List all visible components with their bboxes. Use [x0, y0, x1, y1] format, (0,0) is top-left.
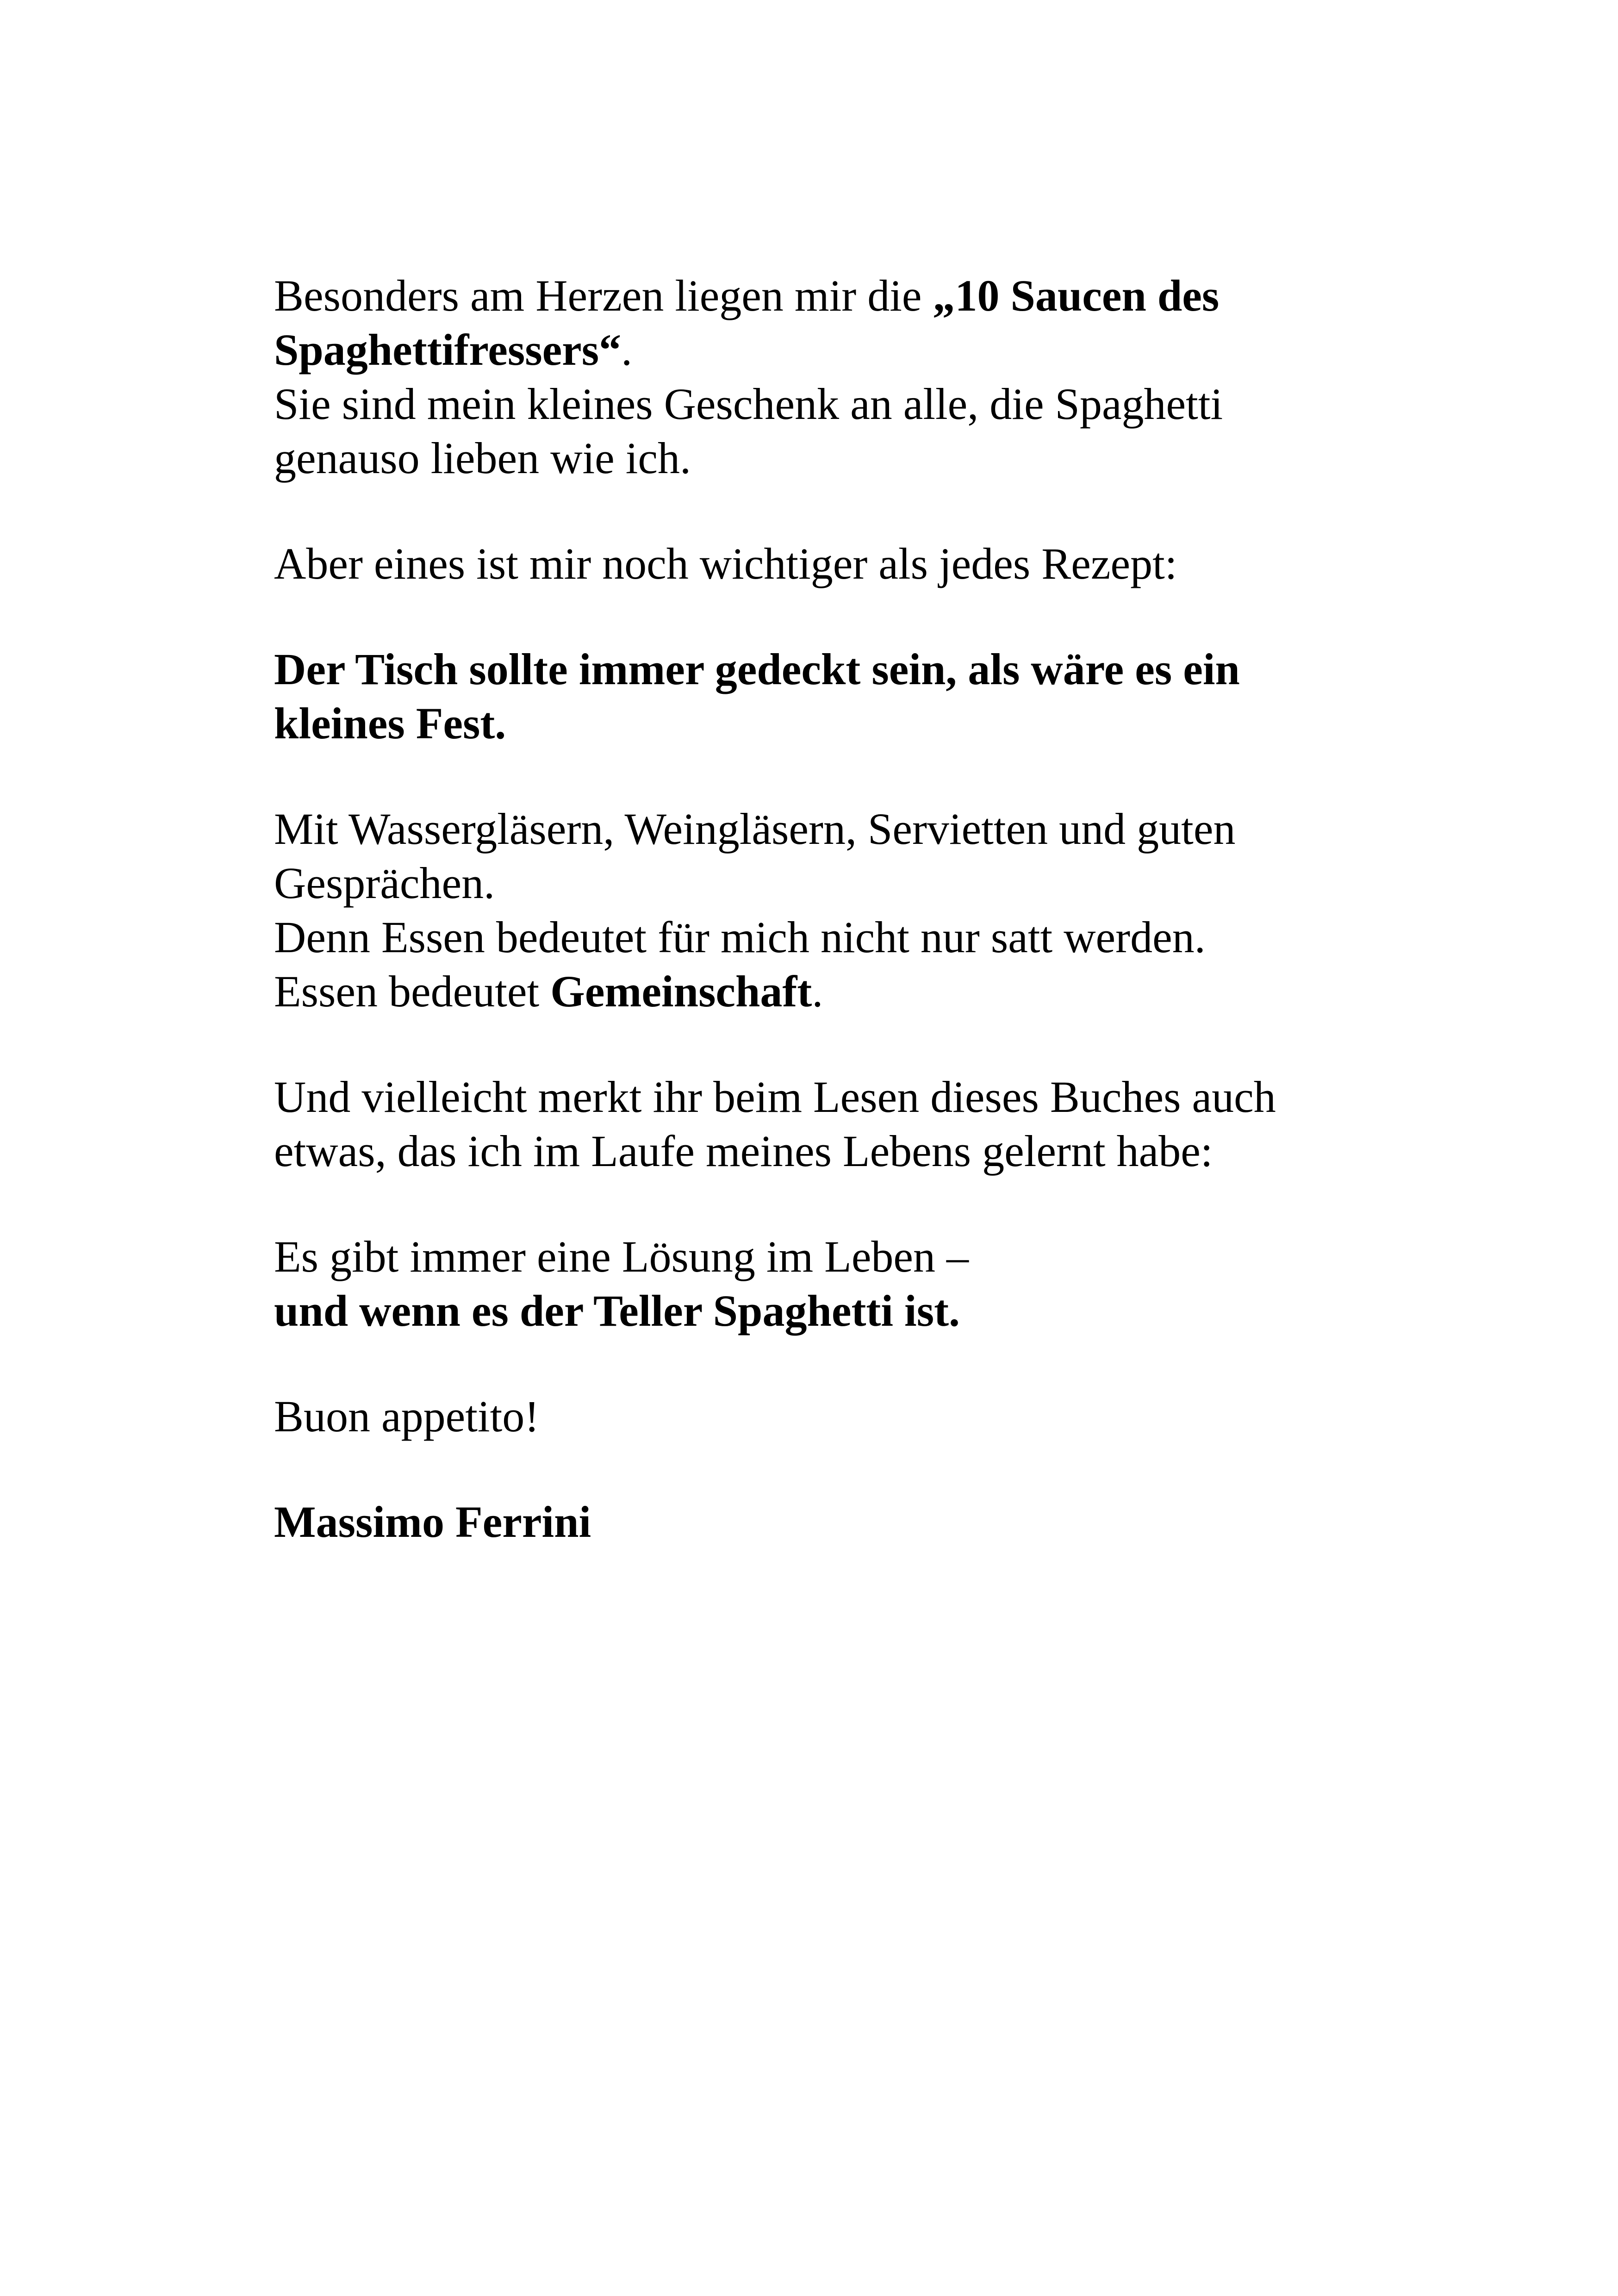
- paragraph-community: [274, 802, 1362, 1018]
- text-line: Aber eines ist mir noch wichtiger als jedes Rezept:: [274, 539, 1177, 588]
- bold-span: kleines Fest.: [274, 699, 506, 748]
- text-line: Sie sind mein kleines Geschenk an alle, die Spaghetti: [274, 379, 1223, 429]
- text-line: Denn Essen bedeutet für mich nicht nur satt werden.: [274, 912, 1206, 962]
- text-line: Gesprächen.: [274, 858, 495, 908]
- paragraph-gap: [274, 485, 1362, 537]
- paragraph-gap: [274, 1178, 1362, 1229]
- paragraph-closing: [274, 1389, 1362, 1443]
- paragraph-gap: [274, 1338, 1362, 1389]
- paragraph-table-statement: [274, 642, 1362, 750]
- text-line: Buon appetito!: [274, 1391, 540, 1441]
- text-line: [274, 964, 1362, 1018]
- bold-span: Der Tisch sollte immer gedeckt sein, als wäre es ein: [274, 644, 1240, 694]
- text-span: .: [621, 325, 633, 374]
- paragraph-gap: [274, 1443, 1362, 1495]
- text-line: Mit Wassergläsern, Weingläsern, Servietten und guten: [274, 804, 1236, 854]
- body-text: [274, 268, 1362, 1549]
- text-line: [274, 323, 1362, 377]
- text-line: genauso lieben wie ich.: [274, 433, 691, 483]
- paragraph-solution: [274, 1229, 1362, 1338]
- text-line: [274, 1284, 1362, 1338]
- text-span: Besonders am Herzen liegen mir die: [274, 271, 933, 320]
- text-line: [274, 696, 1362, 750]
- bold-span: „10 Saucen des: [933, 271, 1220, 320]
- paragraph-gap: [274, 591, 1362, 642]
- signature: [274, 1495, 1362, 1549]
- text-span: Essen bedeutet: [274, 967, 551, 1016]
- text-line: [274, 642, 1362, 696]
- paragraph-lesson: [274, 1070, 1362, 1178]
- paragraph-gap: [274, 750, 1362, 802]
- signature-block: [274, 1495, 1362, 1549]
- bold-span: Spaghettifressers“: [274, 325, 622, 374]
- text-line: Es gibt immer eine Lösung im Leben –: [274, 1232, 969, 1281]
- signature-name: Massimo Ferrini: [274, 1497, 591, 1547]
- paragraph-intro: [274, 268, 1362, 485]
- text-line: Und vielleicht merkt ihr beim Lesen dieses Buches auch: [274, 1072, 1276, 1122]
- text-line: etwas, das ich im Laufe meines Lebens gelernt habe:: [274, 1126, 1213, 1176]
- bold-span: und wenn es der Teller Spaghetti ist.: [274, 1286, 960, 1335]
- text-line: [274, 268, 1362, 323]
- paragraph-important: [274, 537, 1362, 591]
- bold-span: Gemeinschaft: [550, 967, 812, 1016]
- text-span: .: [812, 967, 823, 1016]
- paragraph-gap: [274, 1018, 1362, 1070]
